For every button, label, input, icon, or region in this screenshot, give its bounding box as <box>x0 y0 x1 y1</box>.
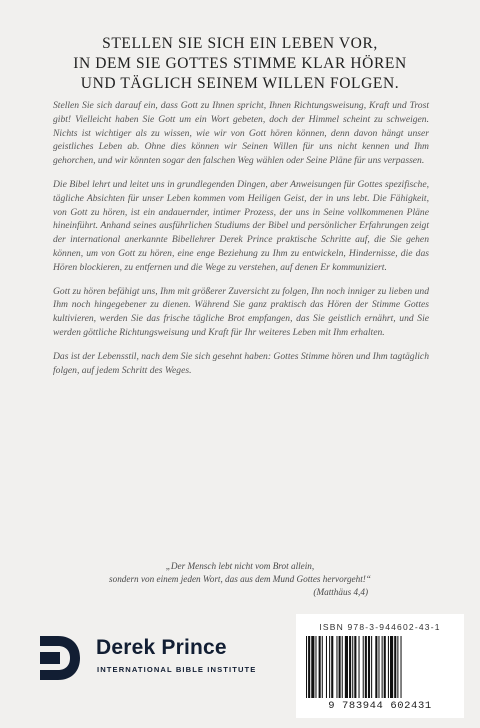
barcode-bar <box>306 636 307 698</box>
barcode-bars <box>304 636 456 698</box>
publisher-subtitle: INTERNATIONAL BIBLE INSTITUTE <box>97 665 257 674</box>
quote-line-2: sondern von einem jeden Wort, das aus dem Mund Gottes hervorgeht!“ <box>109 574 371 584</box>
headline-line-2: IN DEM SIE GOTTES STIMME KLAR HÖREN <box>73 55 407 72</box>
blurb-paragraph-1: Stellen Sie sich darauf ein, dass Gott zu Ihnen spricht, Ihnen Richtungsweisung, Kraft und Trost gibt! Vielleicht haben Sie Gott um ein Wort gebeten, doch der Himmel scheint zu schweigen. Nichts ist wichtiger als zu wissen, wie wir von Gott hören können, denn davon hängt unser geistliches Leben ab. Ohne dies können wir Seinen Willen für uns nicht kennen und Ihm gehorchen, und wir könnten sogar den falschen Weg wählen oder Seine Pläne für uns verpassen. <box>53 100 429 167</box>
barcode-bar <box>352 636 353 698</box>
isbn-label: ISBN 978-3-944602-43-1 <box>319 622 441 632</box>
blurb-paragraph-3: Gott zu hören befähigt uns, Ihm mit größerer Zuversicht zu folgen, Ihn noch inniger zu lieben und Ihm noch hingegebener zu dienen. Während Sie ganz praktisch das Hören der Stimme Gottes kultivieren, werden Sie das frische tägliche Brot empfangen, das Sie geistlich ernährt, und Sie werden göttliche Richtungsweisung und Kraft für Ihr weiteres Leben mit Ihm erhalten. <box>53 285 429 338</box>
publisher-logo <box>36 632 266 684</box>
barcode-bar <box>308 636 310 698</box>
headline <box>20 34 460 94</box>
headline-line-3: UND TÄGLICH SEINEM WILLEN FOLGEN. <box>80 75 400 92</box>
barcode-bar <box>368 636 370 698</box>
derek-prince-logo-icon <box>36 632 84 684</box>
blurb-paragraph-4: Das ist der Lebensstil, nach dem Sie sich gesehnt haben: Gottes Stimme hören und Ihm tagtäglich folgen, auf jedem Schritt des Weges. <box>53 350 429 376</box>
barcode-bar <box>329 636 330 698</box>
barcode-bar <box>342 636 343 698</box>
barcode-bar <box>390 636 393 698</box>
barcode-bar <box>311 636 314 698</box>
publisher-name: Derek Prince <box>96 636 227 659</box>
barcode-bar <box>375 636 377 698</box>
barcode-bar <box>371 636 372 698</box>
barcode-bar <box>322 636 323 698</box>
barcode-bar <box>365 636 367 698</box>
barcode-bar <box>388 636 389 698</box>
barcode-bar <box>345 636 348 698</box>
barcode-bar <box>331 636 333 698</box>
barcode-bar <box>382 636 383 698</box>
barcode-bar <box>378 636 379 698</box>
barcode-bar <box>354 636 356 698</box>
barcode-bar <box>401 636 402 698</box>
sound-wave-illustration <box>96 490 384 544</box>
scripture-quote <box>60 560 420 599</box>
barcode-bar <box>339 636 341 698</box>
blurb-paragraph-2: Die Bibel lehrt und leitet uns in grundlegenden Dingen, aber Anweisungen für Gottes spezifische, tägliche Absichten für unser Leben kommen vom Heiligen Geist, der in uns lebt. Die Fähigkeit, von Gott zu hören, ist ein andauernder, intimer Prozess, der uns in Seine vollkommenen Pläne hineinführt. Anhand seines ausführlichen Studiums der Bibel und persönlicher Erfahrungen zeigt der international anerkannte Bibellehrer Derek Prince praktische Schritte auf, die Sie gehen können, um von Gott zu hören, eine enge Beziehung zu Ihm zu entwickeln, Hindernisse, die das Hören blockieren, zu entfernen und die Wege zu verstehen, auf denen Er kommuniziert. <box>53 178 429 273</box>
barcode-bar <box>363 636 364 698</box>
barcode-bar <box>397 636 398 698</box>
back-cover-blurb <box>53 99 429 387</box>
barcode-bar <box>349 636 351 698</box>
barcode-bar <box>319 636 321 698</box>
quote-line-1: „Der Mensch lebt nicht vom Brot allein, <box>165 561 315 571</box>
isbn-barcode <box>296 614 464 718</box>
headline-line-1: STELLEN SIE SICH EIN LEBEN VOR, <box>102 35 378 52</box>
barcode-bar <box>359 636 360 698</box>
barcode-bar <box>384 636 386 698</box>
isbn-digits: 9 783944 602431 <box>328 700 432 712</box>
barcode-bar <box>315 636 316 698</box>
barcode-bar <box>336 636 337 698</box>
barcode-bar <box>326 636 327 698</box>
sound-wave-bars <box>98 495 378 538</box>
quote-reference: (Matthäus 4,4) <box>313 587 368 597</box>
barcode-bar <box>394 636 396 698</box>
